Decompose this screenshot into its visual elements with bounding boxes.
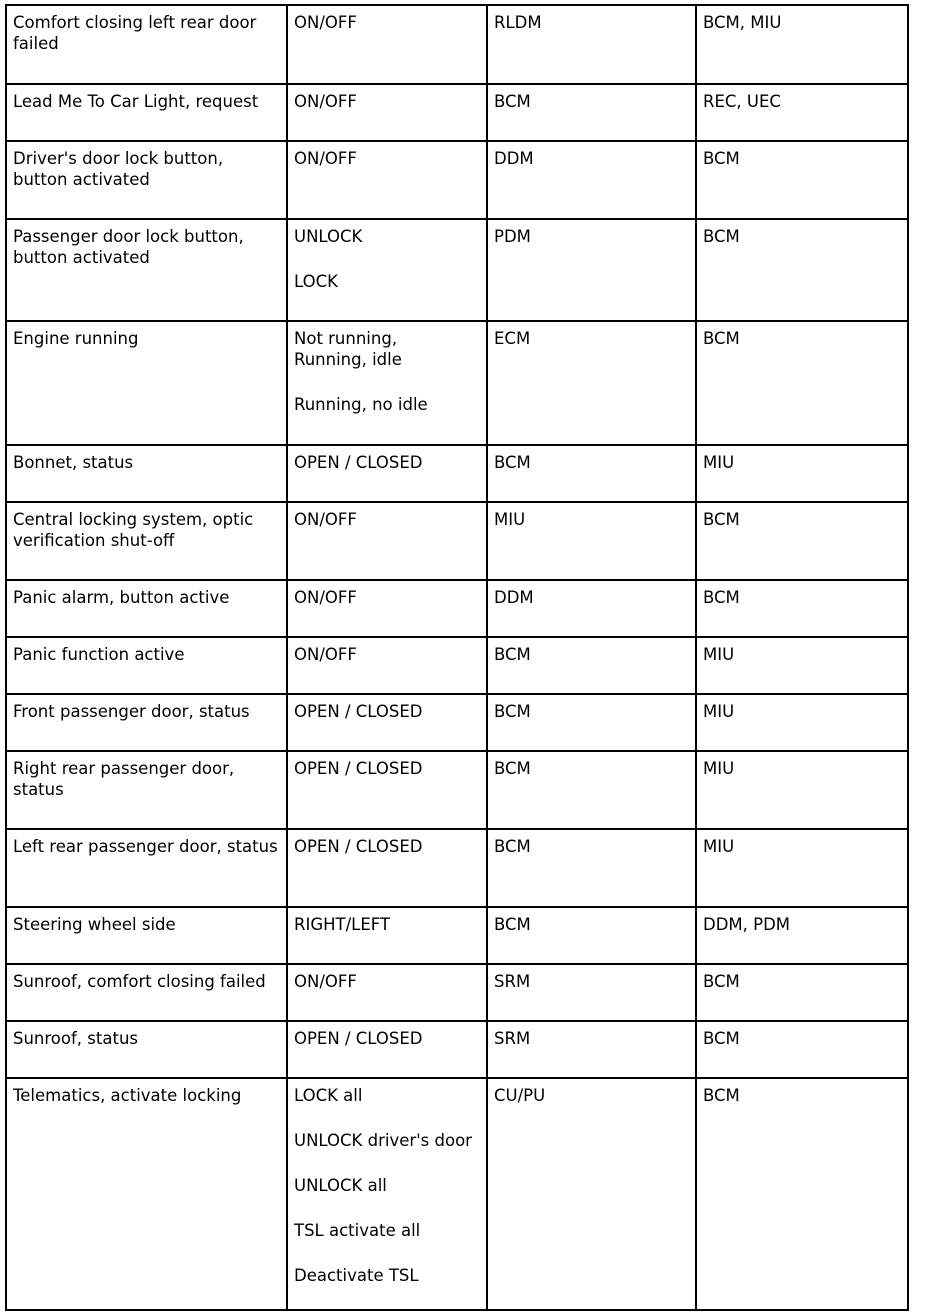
signal-value: UNLOCK [294,227,363,246]
table-row [6,1021,908,1078]
signal-table [5,4,909,1311]
signal-name-cell: Panic function active [6,637,287,694]
signal-name-cell: Left rear passenger door, status [6,829,287,907]
signal-table-body [6,5,908,1310]
signal-value: ON/OFF [294,588,357,607]
signal-value: OPEN / CLOSED [294,1029,423,1048]
signal-value: ON/OFF [294,645,357,664]
signal-value: RIGHT/LEFT [294,915,391,934]
signal-value: ON/OFF [294,92,357,111]
signal-values-cell [287,141,487,219]
signal-name-cell: Sunroof, status [6,1021,287,1078]
signal-values-cell [287,84,487,141]
table-row [6,321,908,445]
receiver-cell: BCM, MIU [696,5,908,84]
sender-cell: DDM [487,580,696,637]
receiver-cell: BCM [696,580,908,637]
signal-values-cell [287,694,487,751]
sender-cell: BCM [487,751,696,829]
table-row [6,502,908,580]
signal-name-cell: Telematics, activate locking [6,1078,287,1310]
signal-value: LOCK [294,272,338,291]
signal-name-cell: Right rear passenger door, status [6,751,287,829]
signal-value: Not running, Running, idle [294,329,402,369]
signal-value: OPEN / CLOSED [294,453,423,472]
signal-value: OPEN / CLOSED [294,702,423,721]
receiver-cell: REC, UEC [696,84,908,141]
receiver-cell: BCM [696,219,908,321]
signal-values-cell [287,321,487,445]
receiver-cell: MIU [696,751,908,829]
table-row [6,694,908,751]
receiver-cell: BCM [696,502,908,580]
receiver-cell: MIU [696,445,908,502]
table-row [6,580,908,637]
table-row [6,141,908,219]
signal-values-cell [287,751,487,829]
signal-value: UNLOCK all [294,1176,387,1195]
sender-cell: SRM [487,1021,696,1078]
receiver-cell: DDM, PDM [696,907,908,964]
signal-value: LOCK all [294,1086,363,1105]
signal-value: Running, no idle [294,395,428,414]
signal-values-cell [287,502,487,580]
table-row [6,84,908,141]
table-row [6,1078,908,1310]
signal-value: ON/OFF [294,510,357,529]
signal-values-cell [287,829,487,907]
sender-cell: BCM [487,84,696,141]
table-row [6,445,908,502]
sender-cell: BCM [487,829,696,907]
signal-name-cell: Driver's door lock button, button activated [6,141,287,219]
signal-values-cell [287,1021,487,1078]
signal-name-cell: Sunroof, comfort closing failed [6,964,287,1021]
receiver-cell: BCM [696,1021,908,1078]
signal-name-cell: Central locking system, optic verification shut-off [6,502,287,580]
receiver-cell: BCM [696,321,908,445]
receiver-cell: BCM [696,141,908,219]
signal-name-cell: Lead Me To Car Light, request [6,84,287,141]
signal-value: TSL activate all [294,1221,421,1240]
signal-values-cell [287,219,487,321]
sender-cell: MIU [487,502,696,580]
table-row [6,829,908,907]
sender-cell: DDM [487,141,696,219]
table-row [6,751,908,829]
receiver-cell: BCM [696,964,908,1021]
sender-cell: BCM [487,694,696,751]
signal-value: ON/OFF [294,13,357,32]
table-row [6,219,908,321]
signal-value: OPEN / CLOSED [294,837,423,856]
signal-name-cell: Engine running [6,321,287,445]
sender-cell: PDM [487,219,696,321]
signal-values-cell [287,637,487,694]
signal-values-cell [287,5,487,84]
receiver-cell: BCM [696,1078,908,1310]
sender-cell: ECM [487,321,696,445]
table-row [6,5,908,84]
sender-cell: BCM [487,637,696,694]
receiver-cell: MIU [696,637,908,694]
signal-value: ON/OFF [294,972,357,991]
signal-name-cell: Front passenger door, status [6,694,287,751]
signal-values-cell [287,964,487,1021]
signal-name-cell: Bonnet, status [6,445,287,502]
sender-cell: BCM [487,445,696,502]
signal-value: UNLOCK driver's door [294,1131,472,1150]
receiver-cell: MIU [696,694,908,751]
sender-cell: BCM [487,907,696,964]
table-row [6,964,908,1021]
signal-values-cell [287,580,487,637]
sender-cell: CU/PU [487,1078,696,1310]
signal-value: Deactivate TSL [294,1266,419,1285]
signal-value: OPEN / CLOSED [294,759,423,778]
signal-value: ON/OFF [294,149,357,168]
table-row [6,637,908,694]
signal-values-cell [287,445,487,502]
signal-name-cell: Steering wheel side [6,907,287,964]
signal-values-cell [287,907,487,964]
table-row [6,907,908,964]
signal-name-cell: Passenger door lock button, button activated [6,219,287,321]
signal-name-cell: Comfort closing left rear door failed [6,5,287,84]
signal-values-cell [287,1078,487,1310]
signal-name-cell: Panic alarm, button active [6,580,287,637]
receiver-cell: MIU [696,829,908,907]
sender-cell: RLDM [487,5,696,84]
sender-cell: SRM [487,964,696,1021]
